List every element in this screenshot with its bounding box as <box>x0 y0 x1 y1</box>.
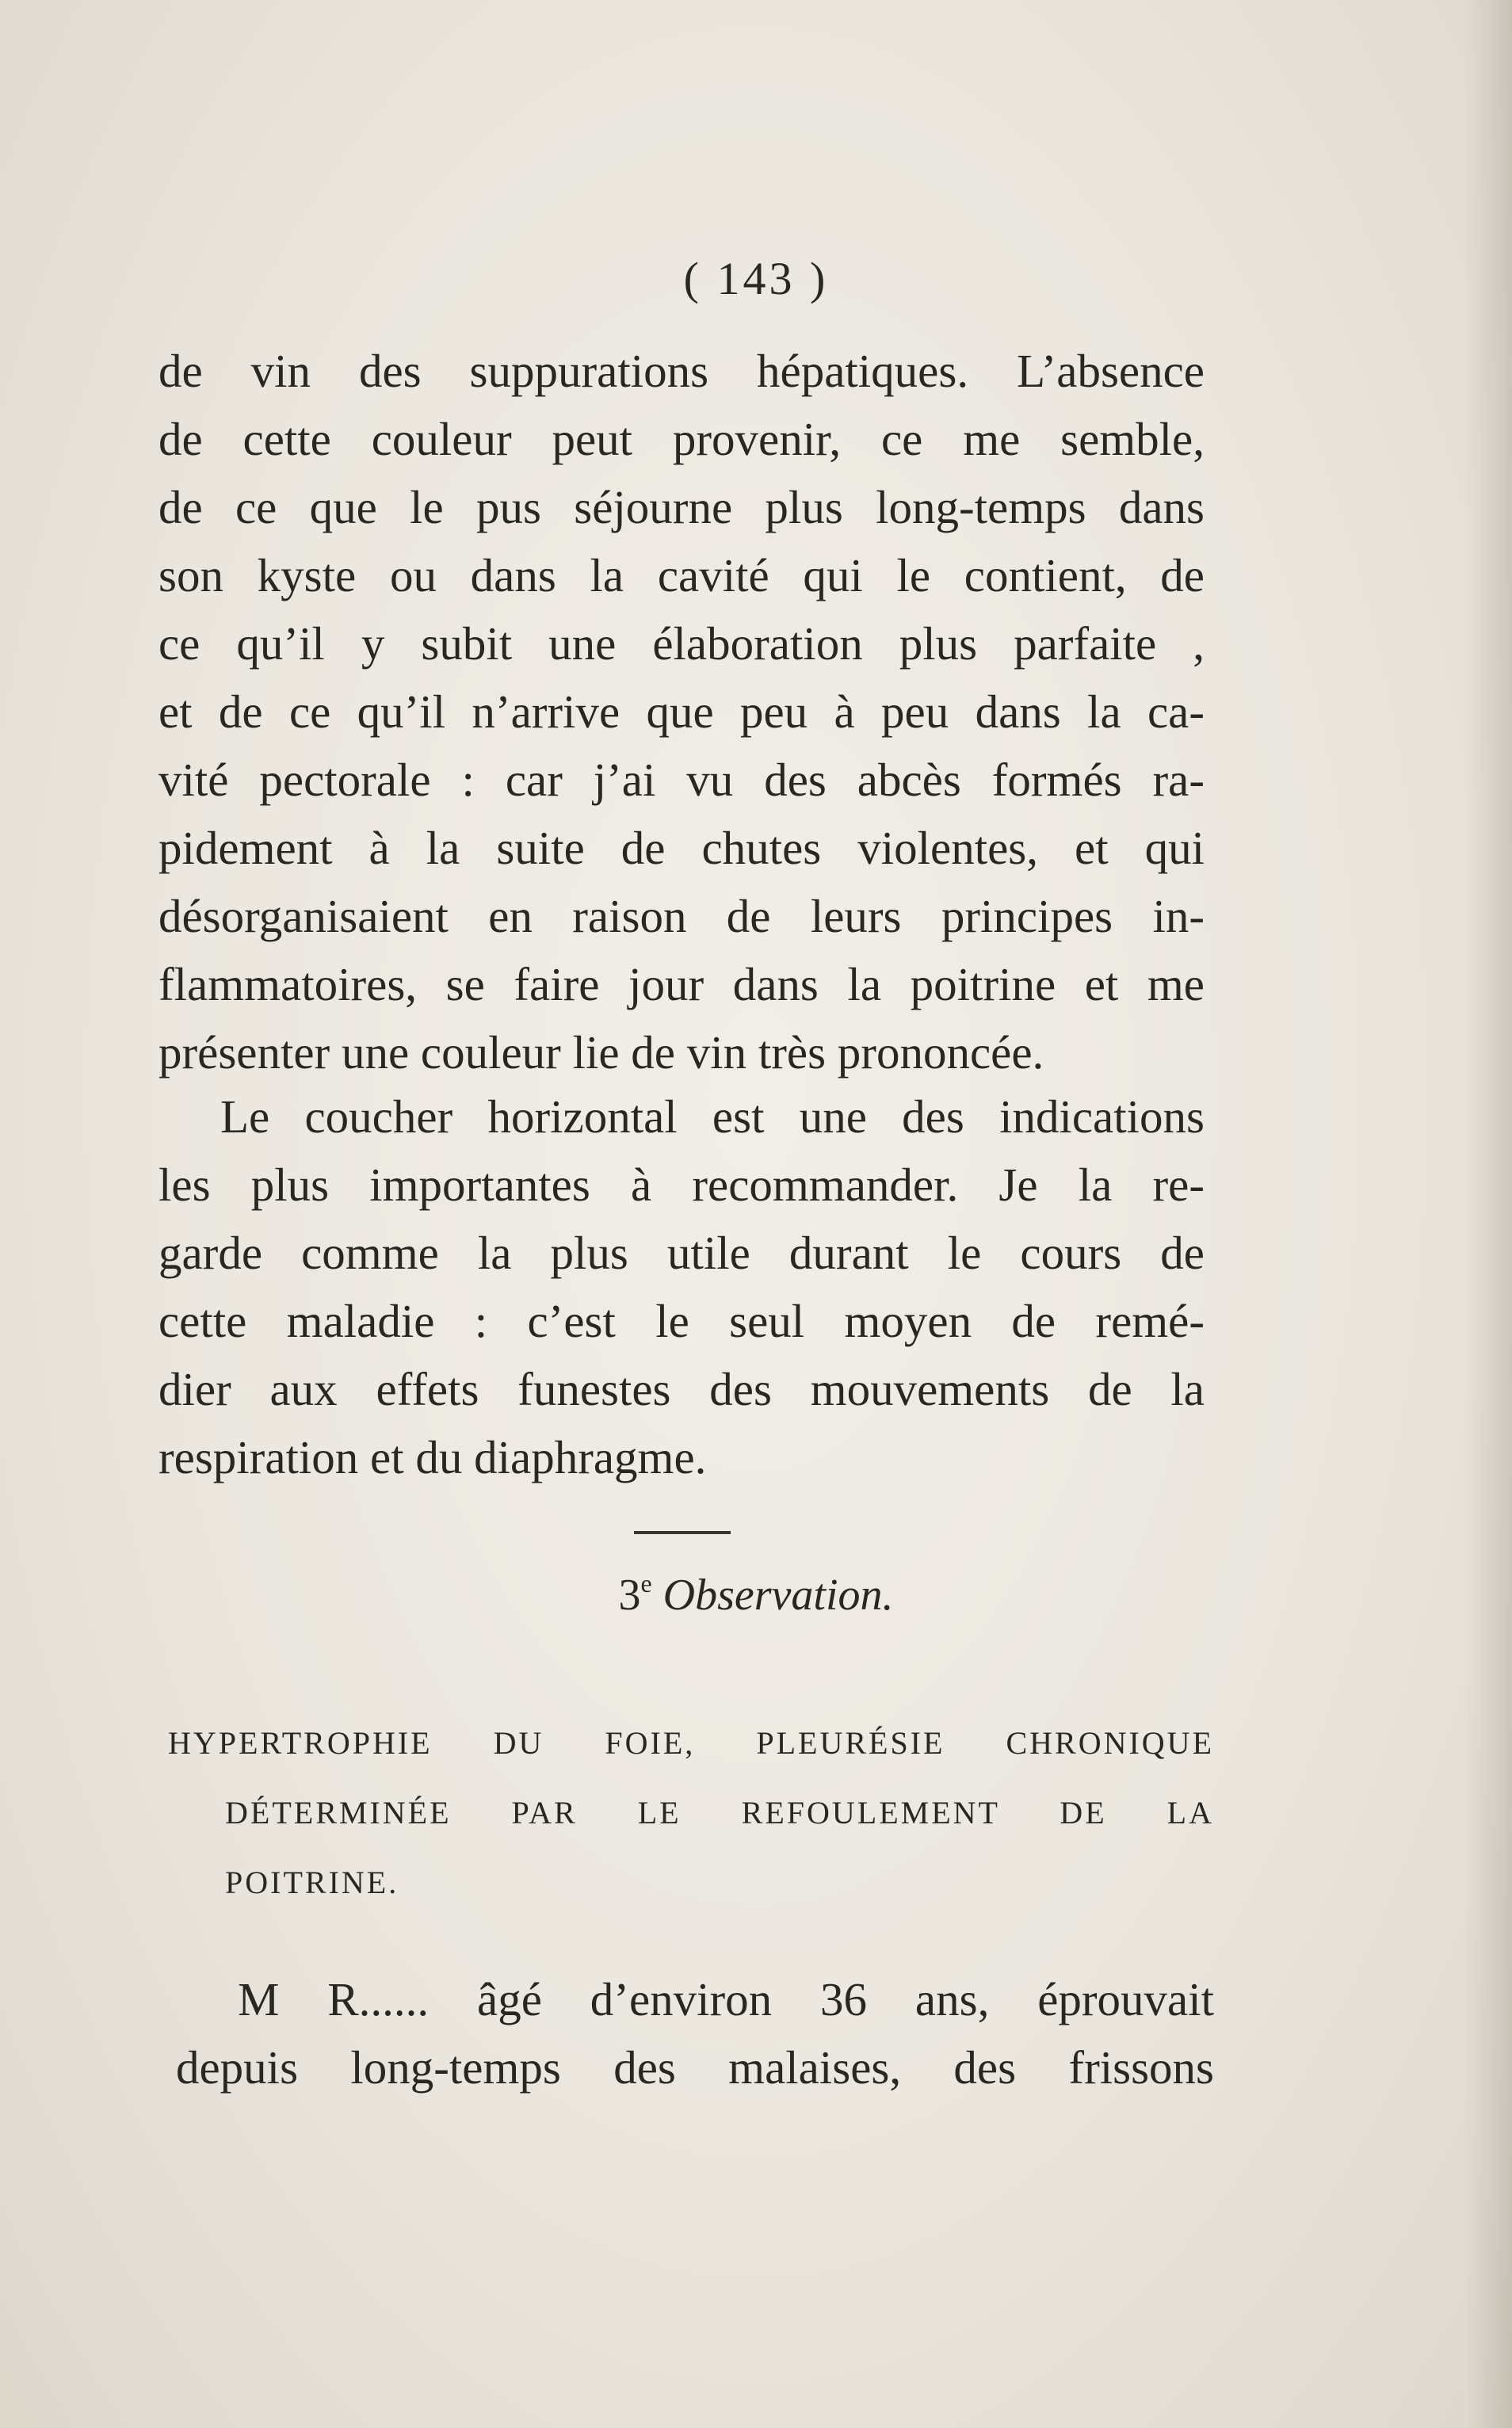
text-line: les plus importantes à recommander. Je la re- <box>158 1159 1205 1211</box>
observation-number: 3 <box>618 1571 641 1620</box>
text-line: de vin des suppurations hépatiques. L’absence <box>158 345 1205 397</box>
text-line: de cette couleur peut provenir, ce me semble, <box>158 413 1205 465</box>
observation-ordinal-suffix: e <box>640 1569 652 1598</box>
heading-line: DÉTERMINÉE PAR LE REFOULEMENT DE LA <box>225 1795 1214 1831</box>
page-edge-shadow <box>1464 0 1512 2428</box>
text-line: de ce que le pus séjourne plus long-temps dans <box>158 481 1205 533</box>
text-line: flammatoires, se faire jour dans la poitrine et me <box>158 958 1205 1010</box>
text-line: cette maladie : c’est le seul moyen de remé- <box>158 1295 1205 1347</box>
observation-label: Observation. <box>662 1571 894 1620</box>
observation-title <box>0 1569 1512 1621</box>
heading-line: POITRINE. <box>225 1865 399 1900</box>
paragraph-continued <box>158 337 1205 1086</box>
paragraph-case-description <box>176 1965 1214 2102</box>
section-divider <box>634 1531 731 1534</box>
text-line: M R...... âgé d’environ 36 ans, éprouvait <box>238 1973 1214 2025</box>
text-line: depuis long-temps des malaises, des frissons <box>176 2041 1214 2094</box>
heading-line: HYPERTROPHIE DU FOIE, PLEURÉSIE CHRONIQUE <box>168 1725 1214 1761</box>
text-line: vité pectorale : car j’ai vu des abcès formés ra- <box>158 754 1205 806</box>
paragraph-horizontal-position <box>158 1082 1205 1491</box>
case-heading <box>168 1708 1214 1918</box>
text-line: garde comme la plus utile durant le cours de <box>158 1227 1205 1279</box>
page-number: ( 143 ) <box>683 253 829 304</box>
text-line: son kyste ou dans la cavité qui le contient, de <box>158 549 1205 601</box>
text-line: Le coucher horizontal est une des indications <box>220 1090 1205 1143</box>
text-line: présenter une couleur lie de vin très prononcée. <box>158 1026 1044 1078</box>
text-line: ce qu’il y subit une élaboration plus parfaite , <box>158 617 1205 670</box>
text-line: désorganisaient en raison de leurs principes in- <box>158 890 1205 942</box>
text-line: et de ce qu’il n’arrive que peu à peu dans la ca- <box>158 685 1205 738</box>
text-line: pidement à la suite de chutes violentes, et qui <box>158 822 1205 874</box>
text-line: dier aux effets funestes des mouvements de la <box>158 1363 1205 1415</box>
text-line: respiration et du diaphragme. <box>158 1431 707 1483</box>
